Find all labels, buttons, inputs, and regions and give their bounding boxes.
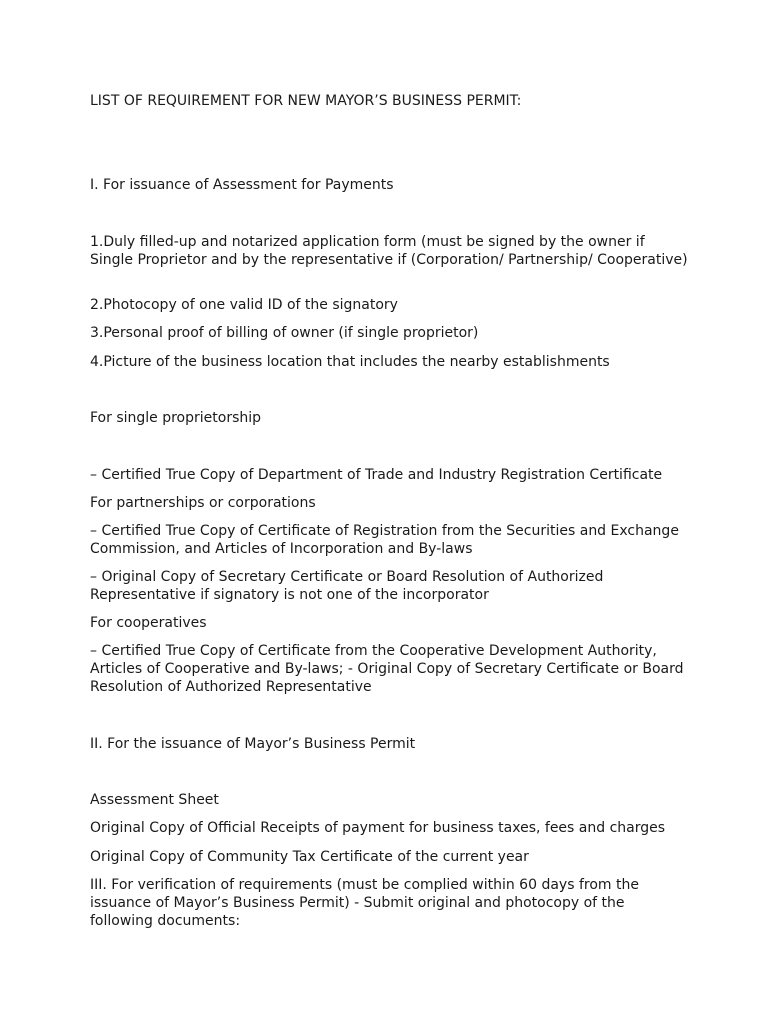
single-proprietorship-heading: For single proprietorship <box>90 410 262 426</box>
section-3-heading: III. For verification of requirements (must be complied within 60 days from the issuance of Mayor’s Business Permit) - Submit original and photocopy of the following documents: <box>90 877 639 929</box>
single-proprietorship-item-1: – Certified True Copy of Department of Trade and Industry Registration Certificate <box>90 467 663 483</box>
partnerships-item-1: – Certified True Copy of Certificate of Registration from the Securities and Exchange Commission, and Articles of Incorporation and By-laws <box>90 523 679 557</box>
cooperatives-item-1: – Certified True Copy of Certificate from the Cooperative Development Authority, Articles of Cooperative and By-laws; - Original Copy of Secretary Certificate or Board Resolution of Authorized Representative <box>90 643 684 695</box>
partnerships-heading: For partnerships or corporations <box>90 495 316 511</box>
section-1-item-4: 4.Picture of the business location that includes the nearby establishments <box>90 354 610 370</box>
section-1-item-2: 2.Photocopy of one valid ID of the signatory <box>90 297 398 313</box>
section-2-heading: II. For the issuance of Mayor’s Business Permit <box>90 736 416 752</box>
cooperatives-heading: For cooperatives <box>90 615 207 631</box>
section-2-item-2: Original Copy of Official Receipts of payment for business taxes, fees and charges <box>90 820 666 836</box>
section-1-heading: I. For issuance of Assessment for Payments <box>90 177 394 193</box>
section-1-item-1: 1.Duly filled-up and notarized application form (must be signed by the owner if Single Proprietor and by the representative if (Corporation/ Partnership/ Cooperative) <box>90 234 688 268</box>
document-title: LIST OF REQUIREMENT FOR NEW MAYOR’S BUSINESS PERMIT: <box>90 93 522 109</box>
section-2-item-3: Original Copy of Community Tax Certificate of the current year <box>90 849 529 865</box>
partnerships-item-2: – Original Copy of Secretary Certificate or Board Resolution of Authorized Representative if signatory is not one of the incorporator <box>90 569 604 603</box>
section-2-item-1: Assessment Sheet <box>90 792 219 808</box>
section-1-item-3: 3.Personal proof of billing of owner (if single proprietor) <box>90 325 479 341</box>
